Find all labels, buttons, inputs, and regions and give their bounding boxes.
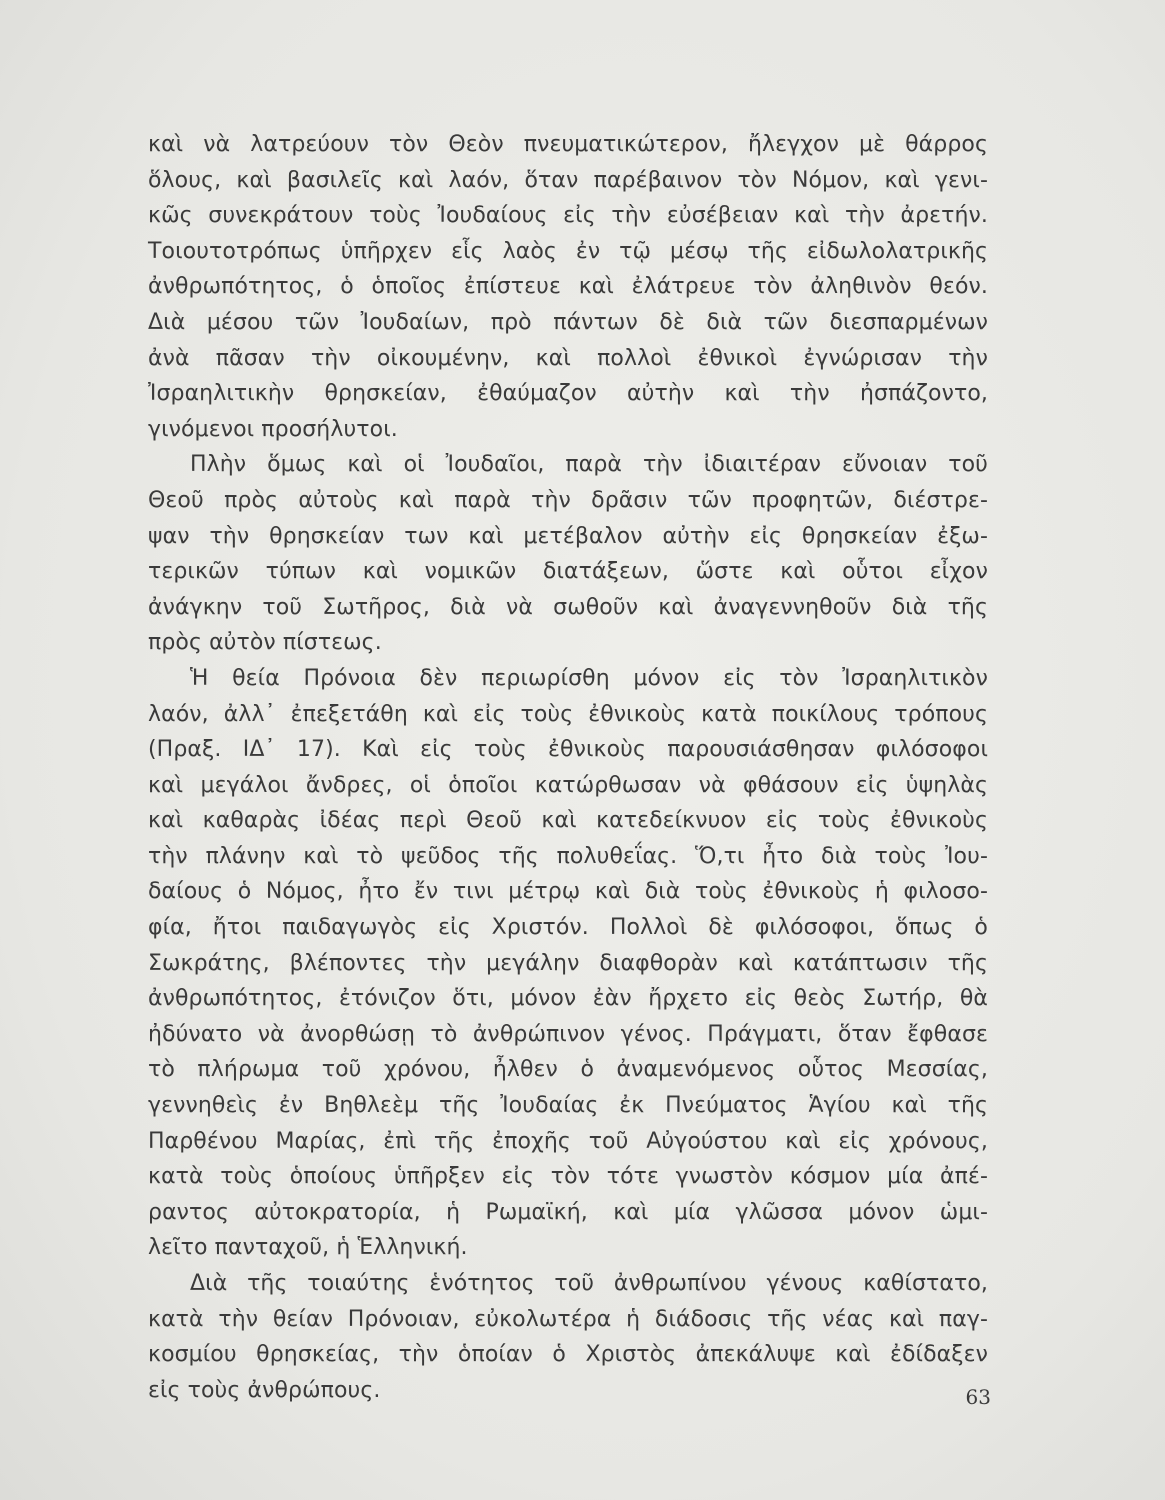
text-line: Διὰ τῆς τοιαύτης ἑνότητος τοῦ ἀνθρωπίνου γένους καθίστατο, xyxy=(190,1271,988,1296)
text-line: φία, ἤτοι παιδαγωγὸς εἰς Χριστόν. Πολλοὶ δὲ φιλόσοφοι, ὅπως ὁ xyxy=(148,915,988,941)
text-line: Πλὴν ὅμως καὶ οἱ Ἰουδαῖοι, παρὰ τὴν ἰδιαιτέραν εὔνοιαν τοῦ xyxy=(190,452,988,478)
text-line: ἠδύνατο νὰ ἀνορθώσῃ τὸ ἀνθρώπινον γένος. Πράγματι, ὅταν ἔφθασε xyxy=(148,1021,988,1047)
text-line: γεννηθεὶς ἐν Βηθλεὲμ τῆς Ἰουδαίας ἐκ Πνεύματος Ἁγίου καὶ τῆς xyxy=(148,1093,988,1119)
text-line: τὸ πλήρωμα τοῦ χρόνου, ἦλθεν ὁ ἀναμενόμενος οὗτος Μεσσίας, xyxy=(148,1057,988,1083)
text-line: Σωκράτης, βλέποντες τὴν μεγάλην διαφθορὰν καὶ κατάπτωσιν τῆς xyxy=(148,950,988,976)
text-line: λαόν, ἀλλ᾽ ἐπεξετάθη καὶ εἰς τοὺς ἐθνικοὺς κατὰ ποικίλους τρόπους xyxy=(148,701,988,727)
text-line: Ἰσραηλιτικὴν θρησκείαν, ἐθαύμαζον αὐτὴν καὶ τὴν ἠσπάζοντο, xyxy=(148,381,988,407)
text-line: καὶ μεγάλοι ἄνδρες, οἱ ὁποῖοι κατώρθωσαν νὰ φθάσουν εἰς ὑψηλὰς xyxy=(148,772,988,798)
text-line: δαίους ὁ Νόμος, ἦτο ἔν τινι μέτρῳ καὶ διὰ τοὺς ἐθνικοὺς ἡ φιλοσο- xyxy=(148,879,988,905)
page-number: 63 xyxy=(965,1385,991,1409)
text-line: ὅλους, καὶ βασιλεῖς καὶ λαόν, ὅταν παρέβαινον τὸν Νόμον, καὶ γενι- xyxy=(148,167,988,193)
text-line: καὶ καθαρὰς ἰδέας περὶ Θεοῦ καὶ κατεδείκνυον εἰς τοὺς ἐθνικοὺς xyxy=(148,808,988,834)
text-line: τὴν πλάνην καὶ τὸ ψεῦδος τῆς πολυθεΐας. Ὅ,τι ἦτο διὰ τοὺς Ἰου- xyxy=(148,843,988,869)
text-line: (Πραξ. ΙΔ᾽ 17). Καὶ εἰς τοὺς ἐθνικοὺς παρουσιάσθησαν φιλόσοφοι xyxy=(148,737,988,763)
text-line: τερικῶν τύπων καὶ νομικῶν διατάξεων, ὥστε καὶ οὗτοι εἶχον xyxy=(148,559,988,585)
text-line: πρὸς αὐτὸν πίστεως. xyxy=(148,630,382,656)
text-line: καὶ νὰ λατρεύουν τὸν Θεὸν πνευματικώτερον, ἤλεγχον μὲ θάρρος xyxy=(148,132,988,157)
text-line: ψαν τὴν θρησκείαν των καὶ μετέβαλον αὐτὴν εἰς θρησκείαν ἐξω- xyxy=(148,523,988,549)
text-line: ἀνθρωπότητος, ἐτόνιζον ὅτι, μόνον ἐὰν ἤρχετο εἰς θεὸς Σωτήρ, θὰ xyxy=(148,986,988,1012)
text-line: ἀνθρωπότητος, ὁ ὁποῖος ἐπίστευε καὶ ἐλάτρευε τὸν ἀληθινὸν θεόν. xyxy=(148,274,988,300)
text-line: γινόμενοι προσήλυτοι. xyxy=(148,416,398,442)
text-line: ραντος αὐτοκρατορία, ἡ Ρωμαϊκή, καὶ μία γλῶσσα μόνον ὡμι- xyxy=(148,1199,988,1225)
text-line: Θεοῦ πρὸς αὐτοὺς καὶ παρὰ τὴν δρᾶσιν τῶν προφητῶν, διέστρε- xyxy=(148,487,988,513)
text-line: λεῖτο πανταχοῦ, ἡ Ἑλληνική. xyxy=(148,1235,468,1261)
text-line: Ἡ θεία Πρόνοια δὲν περιωρίσθη μόνον εἰς τὸν Ἰσραηλιτικὸν xyxy=(190,665,988,691)
text-line: κῶς συνεκράτουν τοὺς Ἰουδαίους εἰς τὴν εὐσέβειαν καὶ τὴν ἀρετήν. xyxy=(148,203,988,229)
text-line: κοσμίου θρησκείας, τὴν ὁποίαν ὁ Χριστὸς ἀπεκάλυψε καὶ ἐδίδαξεν xyxy=(148,1342,988,1368)
text-line: ἀνὰ πᾶσαν τὴν οἰκουμένην, καὶ πολλοὶ ἐθνικοὶ ἐγνώρισαν τὴν xyxy=(148,345,988,371)
text-line: Τοιουτοτρόπως ὑπῆρχεν εἷς λαὸς ἐν τῷ μέσῳ τῆς εἰδωλολατρικῆς xyxy=(148,238,988,264)
text-line: κατὰ τὴν θείαν Πρόνοιαν, εὐκολωτέρα ἡ διάδοσις τῆς νέας καὶ παγ- xyxy=(148,1306,988,1332)
body-text xyxy=(148,127,988,1408)
text-line: Διὰ μέσου τῶν Ἰουδαίων, πρὸ πάντων δὲ διὰ τῶν διεσπαρμένων xyxy=(148,309,988,335)
text-line: Παρθένου Μαρίας, ἐπὶ τῆς ἐποχῆς τοῦ Αὐγούστου καὶ εἰς χρόνους, xyxy=(148,1128,988,1154)
text-line: εἰς τοὺς ἀνθρώπους. xyxy=(148,1377,381,1403)
text-line: ἀνάγκην τοῦ Σωτῆρος, διὰ νὰ σωθοῦν καὶ ἀναγεννηθοῦν διὰ τῆς xyxy=(148,594,988,620)
text-line: κατὰ τοὺς ὁποίους ὑπῆρξεν εἰς τὸν τότε γνωστὸν κόσμον μία ἀπέ- xyxy=(148,1164,988,1190)
